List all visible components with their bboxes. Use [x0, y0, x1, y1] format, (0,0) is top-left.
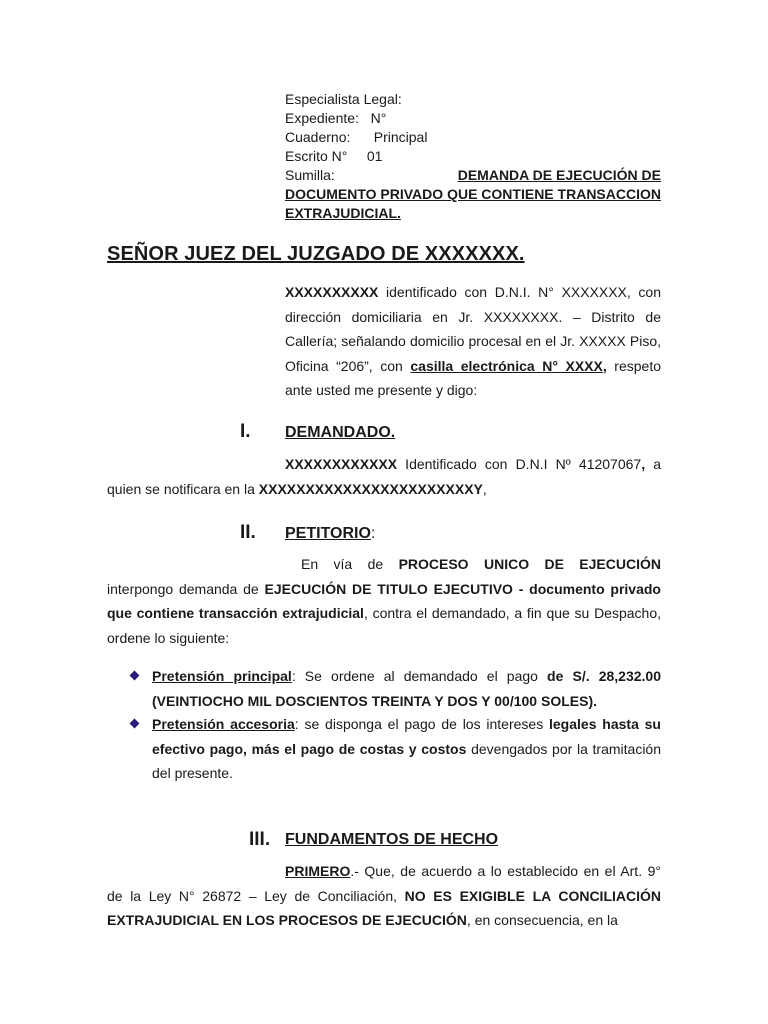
section-2-title — [285, 525, 375, 543]
petitorio-text-1: En vía de — [301, 556, 399, 572]
fundamentos-bold: NO ES EXIGIBLE LA CONCILIACIÓN EXTRAJUDICIAL EN LOS PROCESOS DE EJECUCIÓN — [107, 887, 661, 928]
fundamentos-paragraph — [107, 859, 661, 933]
defendant-address: XXXXXXXXXXXXXXXXXXXXXXXY — [258, 480, 483, 497]
primero-label: PRIMERO — [285, 863, 351, 879]
pretension-accesoria-text-2: devengados por la tramitación del presente. — [152, 740, 661, 781]
petitorio-text-3: , contra el demandado, a fin que su Despacho, ordene lo siguiente: — [107, 605, 661, 646]
petitorio-bold-2: EJECUCIÓN DE TITULO EJECUTIVO - documento privado que contiene transacción extrajudicial — [107, 580, 661, 621]
petitorio-text-2: interpongo demanda de — [107, 580, 265, 597]
cuaderno-label: Cuaderno: — [285, 129, 351, 145]
intro-paragraph — [285, 280, 661, 403]
expediente-line — [285, 109, 661, 128]
especialista-label: Especialista Legal: — [285, 91, 402, 107]
section-1-number: I. — [240, 421, 251, 442]
section-2-colon: : — [370, 525, 376, 542]
pretension-principal-text: : Se ordene al demandado el pago — [291, 668, 548, 684]
pretension-accesoria-item — [152, 712, 661, 786]
cuaderno-value: Principal — [373, 129, 428, 145]
section-1-title: DEMANDADO. — [285, 424, 396, 441]
demandado-text-2: a quien se notificara en la — [107, 456, 661, 497]
casilla-electronica: casilla electrónica N° XXXX — [410, 357, 603, 374]
cuaderno-line — [285, 128, 661, 147]
intro-text-2: respeto ante usted me presente y digo: — [285, 357, 662, 398]
pretension-accesoria-bold: legales hasta su efectivo pago, más el pago de costas y costos — [152, 716, 661, 757]
court-heading: SEÑOR JUEZ DEL JUZGADO DE XXXXXXX. — [107, 243, 525, 265]
defendant-name: XXXXXXXXXXXX — [285, 456, 398, 472]
plaintiff-name: XXXXXXXXXX — [285, 284, 379, 300]
section-3-number: III. — [249, 829, 271, 850]
demandado-comma: , — [641, 456, 646, 472]
petitorio-paragraph — [107, 552, 661, 650]
diamond-bullet-icon — [130, 671, 140, 681]
especialista-line — [285, 90, 661, 109]
case-header — [285, 90, 661, 223]
section-3-title: FUNDAMENTOS DE HECHO — [285, 831, 499, 848]
section-2-number: II. — [240, 522, 256, 543]
demandado-paragraph — [107, 452, 661, 501]
sumilla-label: Sumilla: — [285, 167, 335, 183]
pretension-principal-amount: de S/. 28,232.00 (VEINTIOCHO MIL DOSCIENTOS TREINTA Y DOS Y 00/100 SOLES). — [152, 668, 661, 709]
escrito-value: 01 — [366, 148, 383, 164]
demandado-text-1: Identificado con D.N.I Nº 41207067 — [397, 456, 642, 472]
petitorio-bold-1: PROCESO UNICO DE EJECUCIÓN — [398, 556, 661, 572]
pretension-accesoria-text-1: : se disponga el pago de los intereses — [294, 716, 549, 732]
section-2-title-text: PETITORIO — [285, 525, 371, 542]
escrito-line — [285, 147, 661, 166]
diamond-bullet-icon — [130, 719, 140, 729]
sumilla-first-line: DEMANDA DE EJECUCIÓN DE — [457, 167, 661, 183]
fundamentos-text-1: .- Que, de acuerdo a lo establecido en el Art. 9° de la Ley N° 26872 – Ley de Conciliación, — [107, 863, 661, 904]
intro-comma: , — [602, 357, 607, 374]
expediente-label: Expediente: — [285, 110, 359, 126]
pretension-accesoria-label: Pretensión accesoria — [152, 716, 295, 732]
sumilla-line — [285, 166, 661, 185]
pretension-principal-label: Pretensión principal — [152, 668, 292, 684]
pretension-principal-item — [152, 664, 661, 713]
expediente-value: N° — [370, 110, 387, 126]
fundamentos-text-2: , en consecuencia, en la — [466, 912, 618, 928]
escrito-label: Escrito N° — [285, 148, 348, 164]
sumilla-text: DOCUMENTO PRIVADO QUE CONTIENE TRANSACCION EXTRAJUDICIAL. — [285, 186, 661, 221]
demandado-end: , — [482, 480, 487, 497]
intro-text-1: identificado con D.N.I. N° XXXXXXX, con dirección domiciliaria en Jr. XXXXXXXX. – Distrito de Callería; señalando domicilio procesal en el Jr. XXXXX Piso, Oficina “206”, con — [285, 284, 661, 374]
